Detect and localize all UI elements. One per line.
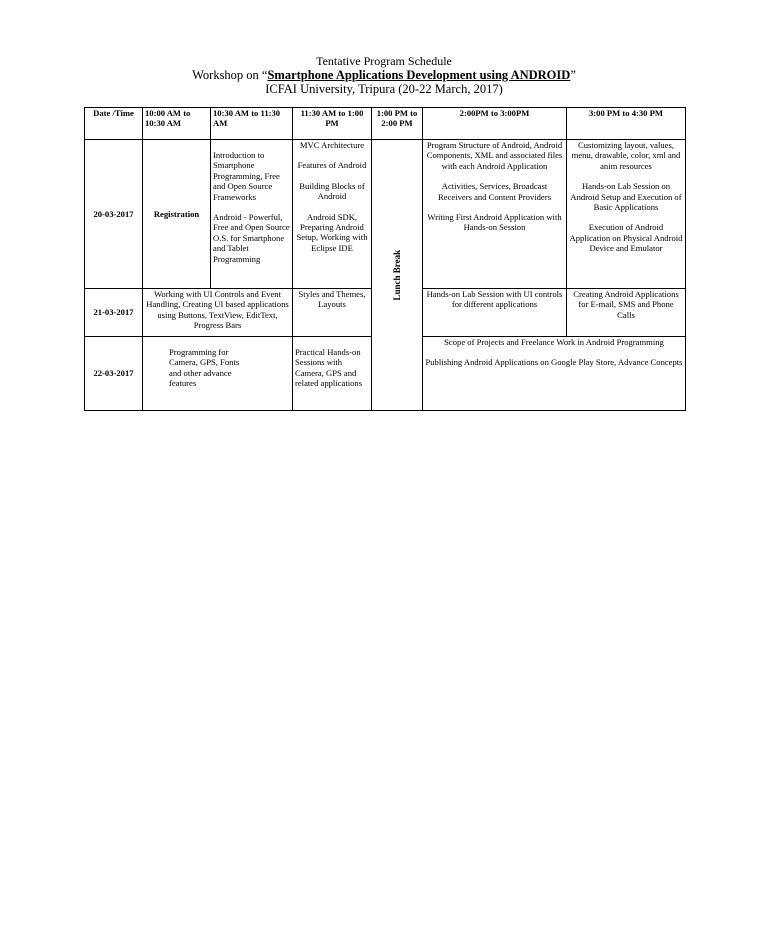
day1-slot2-item: Android - Powerful, Free and Open Source O.S. for Smartphone and Tablet Programming (213, 212, 290, 264)
table-row-day1 (85, 140, 686, 289)
col-header-slot4: 1:00 PM to 2:00 PM (372, 108, 423, 140)
date-cell-day2: 21-03-2017 (85, 289, 143, 337)
day1-slot3-item: MVC Architecture (299, 140, 365, 150)
day1-slot3-item: Android SDK, Preparing Android Setup, Working with Eclipse IDE (296, 211, 368, 253)
day3-slot5-6-item: Publishing Android Applications on Google Play Store, Advance Concepts (425, 357, 683, 368)
day2-slot5-cell: Hands-on Lab Session with UI controls for different applications (423, 289, 567, 337)
lunch-break-label: Lunch Break (392, 249, 403, 301)
day1-slot6-cell (567, 140, 686, 289)
day2-slot6-cell: Creating Android Applications for E-mail, SMS and Phone Calls (567, 289, 686, 337)
col-header-date: Date /Time (85, 108, 143, 140)
col-header-slot6: 3:00 PM to 4:30 PM (567, 108, 686, 140)
lunch-break-cell (372, 140, 423, 411)
schedule-table (84, 107, 686, 411)
day1-slot6-item: Customizing layout, values, menu, drawable, color, xml and anim resources (571, 140, 681, 171)
day1-slot3-item: Features of Android (297, 160, 367, 171)
day1-slot3-cell (293, 140, 372, 289)
workshop-prefix: Workshop on “ (192, 68, 268, 82)
registration-cell: Registration (143, 140, 211, 289)
day1-slot5-item: Activities, Services, Broadcast Receivers and Content Providers (438, 181, 551, 202)
date-cell-day1: 20-03-2017 (85, 140, 143, 289)
day1-slot5-cell (423, 140, 567, 289)
day3-slot3-cell: Practical Hands-on Sessions with Camera, GPS and related applications (293, 337, 372, 411)
header-row (85, 108, 686, 140)
col-header-slot1: 10:00 AM to 10:30 AM (143, 108, 211, 140)
venue-line: ICFAI University, Tripura (20-22 March, 2017) (265, 82, 503, 96)
workshop-title (0, 68, 768, 82)
day1-slot6-item: Hands-on Lab Session on Android Setup and Execution of Basic Applications (570, 181, 682, 213)
day1-slot6-item: Execution of Android Application on Physical Android Device and Emulator (569, 222, 683, 254)
day1-slot3-item: Building Blocks of Android (299, 180, 365, 202)
col-header-slot3: 11:30 AM to 1:00 PM (293, 108, 372, 140)
day3-slot1-2-cell: Programming for Camera, GPS, Fonts and other advance features (143, 337, 293, 411)
day3-slot5-6-item: Scope of Projects and Freelance Work in Android Programming (444, 337, 664, 347)
workshop-suffix: ” (570, 68, 576, 82)
day2-slot1-2-cell: Working with UI Controls and Event Handling, Creating UI based applications using Buttons, TextView, EditText, Progress Bars (143, 289, 293, 337)
document-header (0, 54, 768, 96)
day1-slot2-item: Introduction to Smartphone Programming, Free and Open Source Frameworks (213, 150, 280, 202)
day3-slot5-6-cell (423, 337, 686, 411)
day2-slot3-cell: Styles and Themes, Layouts (293, 289, 372, 337)
day1-slot5-item: Program Structure of Android, Android Components, XML and associated files with each Android Application (426, 140, 563, 171)
day1-slot2-cell (211, 140, 293, 289)
schedule-title: Tentative Program Schedule (316, 54, 452, 68)
col-header-slot5: 2:00PM to 3:00PM (423, 108, 567, 140)
workshop-name: Smartphone Applications Development using ANDROID (267, 68, 571, 82)
date-cell-day3: 22-03-2017 (85, 337, 143, 411)
day1-slot5-item: Writing First Android Application with Hands-on Session (427, 212, 562, 233)
col-header-slot2: 10:30 AM to 11:30 AM (211, 108, 293, 140)
